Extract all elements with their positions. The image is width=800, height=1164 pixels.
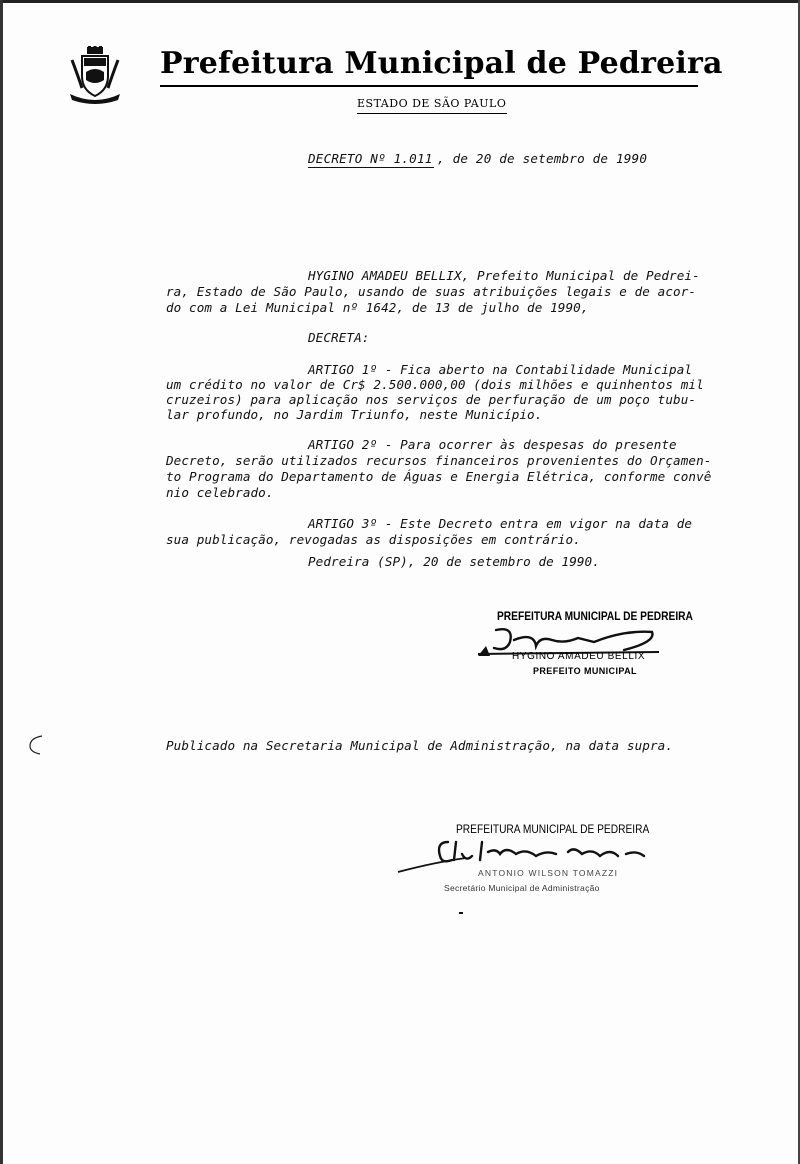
decree-number: DECRETO Nº 1.011 (308, 151, 433, 166)
publication-note: Publicado na Secretaria Municipal de Administração, na data supra. (166, 738, 674, 753)
scan-edge-left (0, 0, 3, 1164)
article2-line: ARTIGO 2º - Para ocorrer às despesas do presente (308, 437, 677, 452)
article2-line: nio celebrado. (166, 485, 274, 500)
scan-edge-top (0, 0, 800, 3)
preamble-line: HYGINO AMADEU BELLIX, Prefeito Municipal de Pedrei- (308, 268, 700, 283)
municipal-coat-of-arms-icon (68, 46, 122, 104)
decree-date: , de 20 de setembro de 1990 (437, 151, 648, 166)
secretary-stamp-name: ANTONIO WILSON TOMAZZI (478, 868, 619, 878)
article3-line: sua publicação, revogadas as disposições em contrário. (166, 532, 581, 547)
title-rule (160, 85, 698, 87)
mayor-stamp-name: HYGINO AMADEU BELLIX (512, 651, 646, 662)
punch-hole-mark (26, 734, 46, 756)
preamble-line: do com a Lei Municipal nº 1642, de 13 de julho de 1990, (166, 300, 589, 315)
ink-speck (459, 912, 463, 914)
article3-line: ARTIGO 3º - Este Decreto entra em vigor na data de (308, 516, 693, 531)
preamble-line: ra, Estado de São Paulo, usando de suas atribuições legais e de acor- (166, 284, 697, 299)
article1-line: um crédito no valor de Cr$ 2.500.000,00 (dois milhões e quinhentos mil (166, 377, 704, 392)
mayor-stamp-office: PREFEITURA MUNICIPAL DE PEDREIRA (497, 609, 693, 623)
page-title: Prefeitura Municipal de Pedreira (160, 46, 723, 81)
article1-line: lar profundo, no Jardim Triunfo, neste Município. (166, 407, 543, 422)
state-subtitle: ESTADO DE SÃO PAULO (357, 97, 507, 110)
secretary-stamp-office: PREFEITURA MUNICIPAL DE PEDREIRA (456, 822, 650, 836)
mayor-stamp-role: PREFEITO MUNICIPAL (533, 666, 637, 676)
article2-line: Decreto, serão utilizados recursos financeiros provenientes do Orçamen- (166, 453, 712, 468)
place-and-date: Pedreira (SP), 20 de setembro de 1990. (308, 554, 600, 569)
subtitle-underline (357, 113, 507, 114)
article1-line: cruzeiros) para aplicação nos serviços de perfuração de um poço tubu- (166, 392, 697, 407)
secretary-stamp-role: Secretário Municipal de Administração (444, 883, 600, 893)
article1-line: ARTIGO 1º - Fica aberto na Contabilidade Municipal (308, 362, 693, 377)
article2-line: to Programa do Departamento de Águas e Energia Elétrica, conforme convê (166, 469, 712, 484)
decree-number-underline (308, 167, 434, 168)
decreta-heading: DECRETA: (308, 330, 370, 345)
